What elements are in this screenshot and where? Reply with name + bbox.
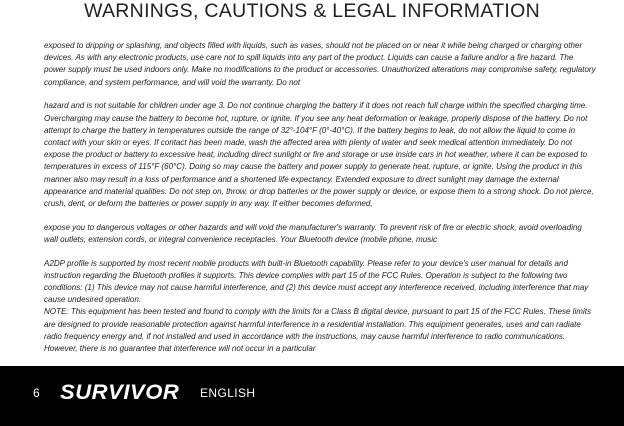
brand-logo: SURVIVOR <box>60 381 180 404</box>
paragraph-voltage: expose you to dangerous voltages or other hazards and will void the manufacturer's warranty. To prevent risk of fire or electric shock, avoid overloading wall outlets, extension cords, or integral convenience receptacles. Your Bluetooth device (mobile phone, music <box>44 222 582 244</box>
paragraph-fcc-note: NOTE: This equipment has been tested and found to comply with the limits for a Class B digital device, pursuant to part 15 of the FCC Rules. These limits are designed to provide reasonable protection against harmful interference in a residential installation. This equipment generates, uses and can radiate radio frequency energy and, if not installed and used in accordance with the instructions, may cause harmful interference to radio communications. However, there is no guarantee that interference will not occur in a particular <box>44 307 591 353</box>
page-title: WARNINGS, CAUTIONS & LEGAL INFORMATION <box>84 0 540 22</box>
paragraph-liquids: exposed to dripping or splashing, and objects filled with liquids, such as vases, should not be placed on or near it while being charged or charging other devices. As with any electronic products, use care not to spill liquids into any part of the product. Liquids can cause a failure and/or a fire hazard. The power supply must be used indoors only. Make no modifications to the product or accessories. Unauthorized alterations may compromise safety, regulatory compliance, and system performance, and will void the warranty. Do not <box>44 41 596 87</box>
paragraph-battery: hazard and is not suitable for children under age 3. Do not continue charging the battery if it does not reach full charge within the specified charging time. Overcharging may cause the battery to become hot, rupture, or ignite. If you see any heat deformation or leakage, properly dispose of the battery. Do not attempt to charge the battery in temperatures outside the range of 32°-104°F (0°-40°C). If the battery begins to leak, do not allow the liquid to come in contact with your skin or eyes. If contact has been made, wash the affected area with plenty of water and seek medical attention immediately. Do not expose the product or battery to excessive heat, including direct sunlight or fire and storage or use inside cars in hot weather, where it can be exposed to temperatures in excess of 115°F (60°C). Doing so may cause the battery and power supply to generate heat, rupture, or ignite. Using the product in this manner also may result in a loss of performance and a shortened life expectancy. Extended exposure to direct sunlight may damage the external appearance and material qualities. Do not step on, throw, or drop batteries or the power supply or device, or expose them to a strong shock. Do not pierce, crush, dent, or deform the batteries or power supply in any way. If either becomes deformed, <box>44 101 594 208</box>
legal-body <box>44 40 596 355</box>
language-label: ENGLISH <box>200 386 256 400</box>
paragraph-bluetooth-fcc: A2DP profile is supported by most recent mobile products with built-in Bluetooth capability. Please refer to your device's user manual for details and instruction regarding the Bluetooth profiles it supports. This device complies with part 15 of the FCC Rules. Operation is subject to the following two conditions: (1) This device may not cause harmful interference, and (2) this device must accept any interference received, including interference that may cause undesired operation. <box>44 258 589 305</box>
page-footer <box>0 366 624 426</box>
page-number: 6 <box>33 386 40 400</box>
